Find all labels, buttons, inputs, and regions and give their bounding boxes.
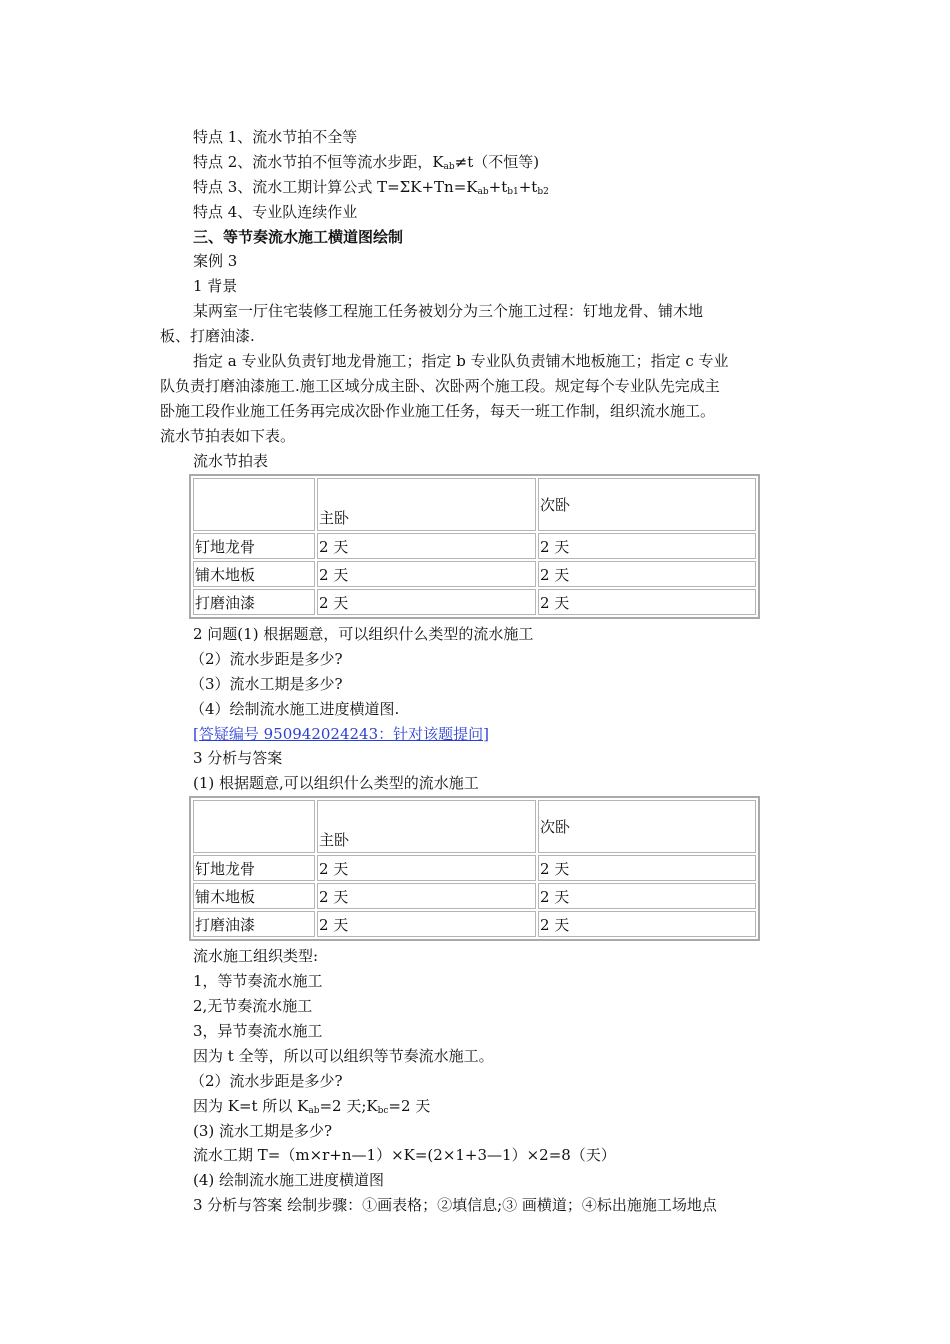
answer-3-question: (3) 流水工期是多少? [193,1122,333,1140]
answer-2-sub-1: ab [308,1106,320,1116]
org-type-1: 1，等节奏流水施工 [193,972,323,990]
row-label: 打磨油漆 [193,911,315,937]
answer-2-text-a: 因为 K=t 所以 K [193,1097,309,1115]
feature-3-sub-2: b1 [507,187,519,197]
cell-value: 2 天 [317,561,536,587]
answer-2-text-b: =2 天;K [319,1097,378,1115]
section-title: 三、等节奏流水施工横道图绘制 [193,228,404,246]
feature-3-text-b: +t [488,178,508,196]
drawing-steps: 3 分析与答案 绘制步骤：①画表格；②填信息;③ 画横道；④标出施施工场地点 [193,1196,717,1214]
table-row [193,533,756,559]
answer-2 [193,1096,430,1121]
qa-link[interactable]: [答疑编号 950942024243：针对该题提问] [193,725,489,743]
cell-value: 2 天 [538,589,756,615]
feature-3-text-c: +t [518,178,538,196]
answer-2-question: （2）流水步距是多少? [190,1072,343,1090]
table-row [193,883,756,909]
cell-value: 2 天 [538,855,756,881]
cell-value: 2 天 [317,855,536,881]
answer-3: 流水工期 T=（m×r+n—1）×K=(2×1+3—1）×2=8（天） [193,1146,616,1164]
feature-4: 特点 4、专业队连续作业 [193,203,358,221]
cell-value: 2 天 [317,533,536,559]
cell-value: 2 天 [538,911,756,937]
feature-3-text-a: 特点 3、流水工期计算公式 T=ΣK+Tn=K [193,178,478,196]
header-cell-master-bedroom: 主卧 [317,800,536,853]
table-caption: 流水节拍表 [193,452,269,470]
cell-value: 2 天 [538,883,756,909]
feature-2-text-a: 特点 2、流水节拍不恒等流水步距，K [193,153,444,171]
feature-2-text-b: ≠t（不恒等) [454,153,540,171]
feature-3-sub-1: ab [477,187,489,197]
paragraph-1-line-2: 板、打磨油漆. [160,327,255,345]
question-4: （4）绘制流水施工进度横道图. [190,700,400,718]
paragraph-2-line-1: 指定 a 专业队负责钉地龙骨施工；指定 b 专业队负责铺木地板施工；指定 c 专业 [193,352,729,370]
analysis-label: 3 分析与答案 [193,749,283,767]
cell-value: 2 天 [317,883,536,909]
row-label: 钉地龙骨 [193,533,315,559]
table-row [193,561,756,587]
paragraph-2-line-3: 卧施工段作业施工任务再完成次卧作业施工任务，每天一班工作制，组织流水施工。 [160,402,716,420]
table-header-row [193,478,756,531]
org-type-2: 2,无节奏流水施工 [193,997,313,1015]
case-label: 案例 3 [193,252,238,270]
table-header-row [193,800,756,853]
answer-2-text-c: =2 天 [388,1097,431,1115]
cell-value: 2 天 [538,561,756,587]
background-label: 1 背景 [193,277,238,295]
question-3: （3）流水工期是多少? [190,675,343,693]
answer-2-sub-2: bc [377,1106,389,1116]
row-label: 铺木地板 [193,561,315,587]
question-2: （2）流水步距是多少? [190,650,343,668]
feature-2-subscript: ab [443,162,455,172]
answer-4-question: (4) 绘制流水施工进度横道图 [193,1171,385,1189]
cell-value: 2 天 [538,533,756,559]
cell-value: 2 天 [317,911,536,937]
question-1: 2 问题(1) 根据题意，可以组织什么类型的流水施工 [193,625,534,643]
row-label: 铺木地板 [193,883,315,909]
paragraph-2-line-2: 队负责打磨油漆施工.施工区域分成主卧、次卧两个施工段。规定每个专业队先完成主 [160,377,720,395]
header-cell-second-bedroom: 次卧 [538,800,756,853]
header-cell-master-bedroom: 主卧 [317,478,536,531]
row-label: 打磨油漆 [193,589,315,615]
cell-value: 2 天 [317,589,536,615]
rhythm-table-1 [189,474,760,619]
answer-1-question: (1) 根据题意,可以组织什么类型的流水施工 [193,774,479,792]
row-label: 钉地龙骨 [193,855,315,881]
rhythm-table-2 [189,796,760,941]
paragraph-1-line-1: 某两室一厅住宅装修工程施工任务被划分为三个施工过程：钉地龙骨、铺木地 [193,302,704,320]
org-types-label: 流水施工组织类型: [193,947,319,965]
header-cell-second-bedroom: 次卧 [538,478,756,531]
org-type-3: 3，异节奏流水施工 [193,1022,323,1040]
paragraph-2-line-4: 流水节拍表如下表。 [160,427,296,445]
header-cell-empty [193,800,315,853]
table-row [193,911,756,937]
table-row [193,589,756,615]
header-cell-empty [193,478,315,531]
feature-3-sub-3: b2 [537,187,549,197]
feature-2 [193,152,539,177]
feature-1: 特点 1、流水节拍不全等 [193,128,358,146]
table-row [193,855,756,881]
feature-3 [193,177,549,202]
org-conclusion: 因为 t 全等，所以可以组织等节奏流水施工。 [193,1047,494,1065]
